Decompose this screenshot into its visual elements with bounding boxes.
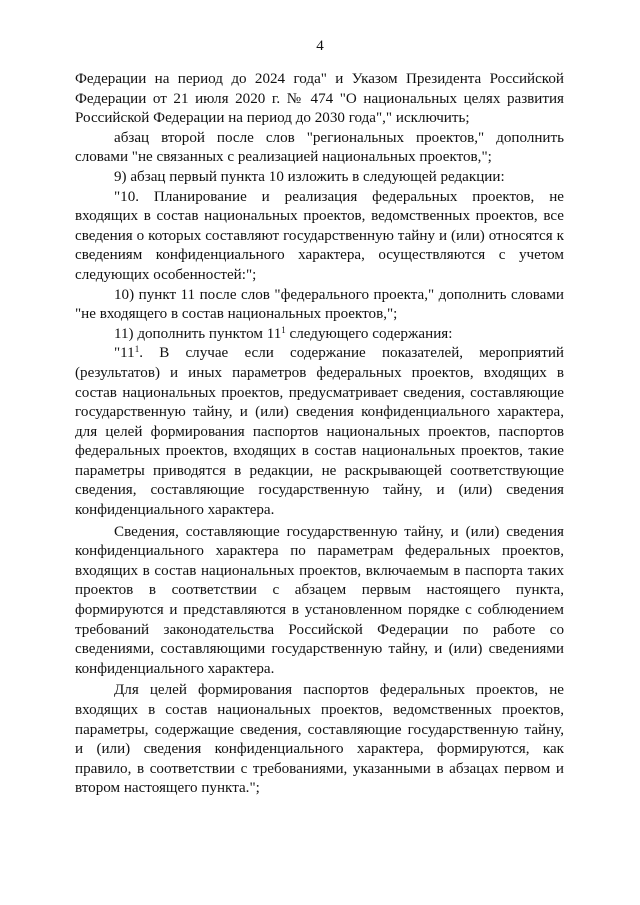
paragraph-dlya-celey: Для целей формирования паспортов федеральных проектов, не входящих в состав национальных проектов, ведомственных проектов, параметры, содержащие сведения, составляющие государственную тайну, и (или) сведения конфиденциального характера, формируются, как правило, в соответствии с требованиями, указанными в абзацах первом и втором настоящего пункта."; <box>75 682 564 797</box>
paragraph-item-9: 9) абзац первый пункта 10 изложить в следующей редакции: <box>114 168 505 185</box>
item-11-superscript: 1 <box>281 324 286 335</box>
page-number: 4 <box>316 38 324 54</box>
paragraph-item-11 <box>75 325 564 345</box>
paragraph-item-10: 10) пункт 11 после слов "федерального проекта," дополнить словами "не входящего в состав национальных проектов,"; <box>75 286 564 323</box>
item-11-text-after: следующего содержания: <box>285 325 453 342</box>
item-11-text-before: 11) дополнить пунктом 11 <box>114 325 282 342</box>
point-11-1-text-after: . В случае если содержание показателей, мероприятий (результатов) и иных параметров федеральных проектов, входящих в состав национальных проектов, предусматривает сведения, составляющие государственную тайну, и (или) сведения конфиденциального характера, для целей формирования паспортов национальных проектов, паспортов федеральных проектов, входящих в состав национальных проектов, такие параметры приводятся в редакции, не раскрывающей соответствующие сведения, составляющие государственную тайну, и (или) сведения конфиденциального характера. <box>75 345 564 519</box>
paragraph-continuation: Федерации на период до 2024 года" и Указом Президента Российской Федерации от 21 июля 2020 г. № 474 "О национальных целях развития Российской Федерации на период до 2030 года"," исключить; <box>75 71 564 127</box>
document-body <box>75 70 564 799</box>
paragraph-abzac-vtoroy: абзац второй после слов "региональных проектов," дополнить словами "не связанных с реализацией национальных проектов,"; <box>75 129 564 166</box>
paragraph-point-11-1 <box>75 344 564 520</box>
point-11-1-text-before: "11 <box>114 345 135 362</box>
paragraph-svedeniya: Сведения, составляющие государственную тайну, и (или) сведения конфиденциального характера по параметрам федеральных проектов, входящих в состав национальных проектов, включаемым в паспорта таких проектов в соответствии с абзацем первым настоящего пункта, формируются и представляются в установленном порядке с соблюдением требований законодательства Российской Федерации по работе со сведениями, составляющими государственную тайну, и (или) сведениями конфиденциального характера. <box>75 523 564 677</box>
point-11-1-superscript: 1 <box>134 344 140 355</box>
paragraph-item-10-text: "10. Планирование и реализация федеральных проектов, не входящих в состав национальных проектов, ведомственных проектов, все сведения о которых составляют государственную тайну и (или) относятся к сведениям конфиденциального характера, осуществляются с учетом следующих особенностей:"; <box>75 188 564 283</box>
